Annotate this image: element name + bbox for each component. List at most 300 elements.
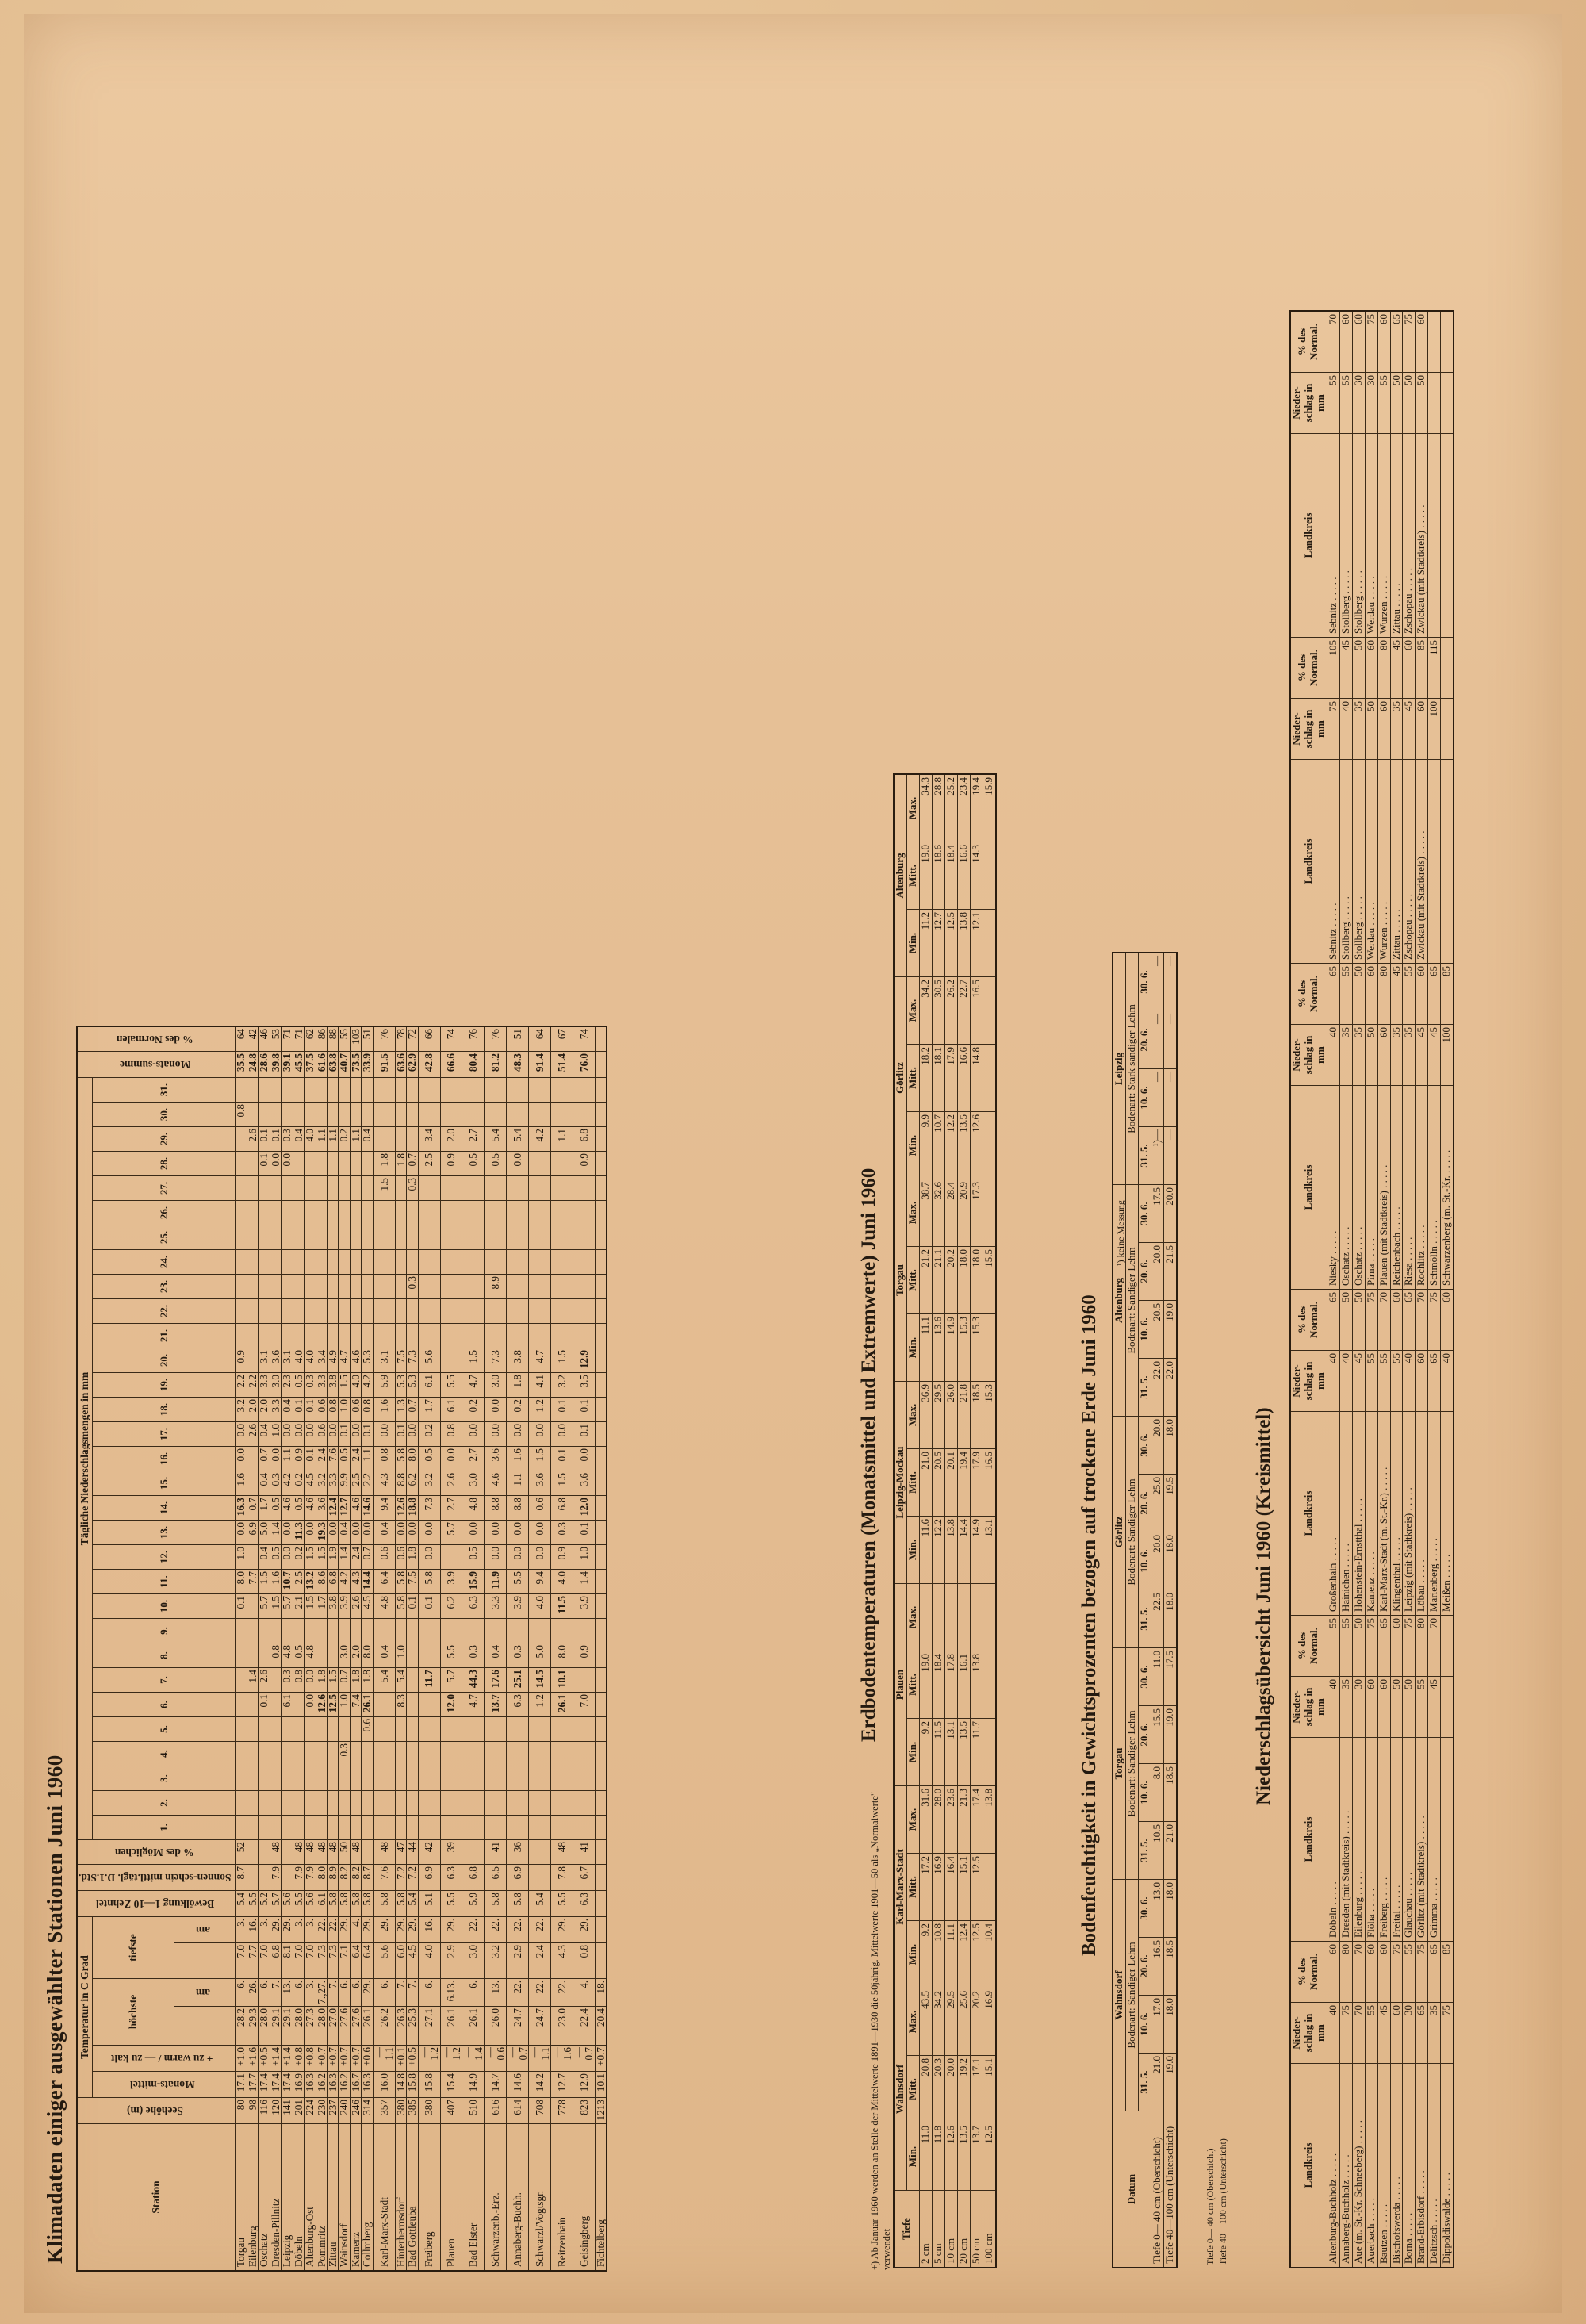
precip-col-header: Nieder- schlag in mm xyxy=(1290,2003,1327,2064)
precip-day: 5.3 xyxy=(362,1348,373,1373)
temp-min-day: 22. xyxy=(529,1917,551,1943)
precip-day xyxy=(339,1766,350,1791)
temp-max: 27.0 xyxy=(328,2007,339,2046)
precip-day xyxy=(247,1693,258,1717)
temp-min-day: 16. xyxy=(247,1917,258,1943)
precip-day xyxy=(328,1103,339,1127)
deviation: +0.6 xyxy=(362,2046,373,2072)
deviation: —0.6 xyxy=(485,2046,507,2072)
temp-max: 27.6 xyxy=(350,2007,361,2046)
precip-day xyxy=(485,1176,507,1201)
precip-day xyxy=(573,1201,596,1225)
altitude-value: 1213 xyxy=(595,2098,607,2124)
precip-mm: 40 xyxy=(1327,1351,1339,1412)
col-temp-group: Temperatur in C Grad xyxy=(77,1917,93,2098)
table-row xyxy=(362,1026,373,2271)
precip-day: 0.4 xyxy=(259,1422,270,1447)
precip-day: 0.7 xyxy=(339,1668,350,1693)
precip-day: 7.3 xyxy=(418,1496,440,1521)
station-name: Wainsdorf xyxy=(339,2124,350,2272)
precip-day: 0.1 xyxy=(551,1447,573,1471)
precip-day: 2.4 xyxy=(350,1545,361,1570)
precip-day xyxy=(551,1717,573,1742)
kreis-name: Schmölln . . . . . xyxy=(1428,1086,1441,1290)
precip-day xyxy=(373,1324,395,1348)
table-row xyxy=(919,774,932,2268)
precip-day xyxy=(462,1078,485,1103)
precip-day xyxy=(316,1324,327,1348)
soil-temp-value: 14.3 xyxy=(970,842,983,910)
precip-day: 0.5 xyxy=(270,1545,281,1570)
precip-day: 2.6 xyxy=(259,1668,270,1693)
precip-day: 0.7 xyxy=(259,1447,270,1471)
precip-day: 26.1 xyxy=(362,1693,373,1717)
month-sum: 35.5 xyxy=(236,1052,247,1078)
precip-day: 4.7 xyxy=(529,1348,551,1373)
precip-day: 0.3 xyxy=(270,1471,281,1496)
moisture-value: — xyxy=(1163,1127,1176,1185)
pct-normal: 74 xyxy=(440,1026,462,1052)
sunshine-hours: 6.5 xyxy=(485,1865,507,1891)
precip-day xyxy=(362,1766,373,1791)
precip-mm: 45 xyxy=(1428,1677,1441,1738)
precip-day xyxy=(551,1816,573,1840)
temp-min: 6.4 xyxy=(362,1943,373,1979)
kreis-name: Borna . . . . . xyxy=(1403,2064,1416,2268)
precip-day xyxy=(485,1324,507,1348)
moisture-date-header: 31. 5. xyxy=(1138,2054,1151,2111)
kreis-name: Aue (m. St.-Kr. Schneeberg) . . . . . xyxy=(1352,2064,1365,2268)
table-row xyxy=(316,1026,327,2271)
precip-day xyxy=(316,1152,327,1176)
day-col-header: 30. xyxy=(93,1103,236,1127)
col-pct-normal: % des Normalen xyxy=(116,1034,193,1045)
precip-day: 3.0 xyxy=(485,1373,507,1398)
precip-day xyxy=(507,1791,529,1816)
altitude-value: 708 xyxy=(529,2098,551,2124)
table-row xyxy=(395,1026,406,2271)
precip-day: 0.4 xyxy=(485,1643,507,1668)
temp-min: 7.7 xyxy=(247,1943,258,1979)
sunshine-hours: 8.0 xyxy=(316,1865,327,1891)
precip-day xyxy=(573,1791,596,1816)
table-row xyxy=(1151,953,1163,2268)
month-sum: 45.5 xyxy=(293,1052,304,1078)
precip-day xyxy=(395,1176,406,1201)
altitude-value: 224 xyxy=(305,2098,316,2124)
soil-temp-value xyxy=(983,1651,995,1719)
soil-temp-value: 19.2 xyxy=(957,2056,970,2123)
sunshine-hours: 7.2 xyxy=(407,1865,418,1891)
soil-temp-subcol-header: Min. xyxy=(906,2123,919,2191)
precip-pct-normal: 75 xyxy=(1416,1942,1428,2003)
soil-temp-value: 13.5 xyxy=(957,1719,970,1786)
precip-day: 5.8 xyxy=(395,1447,406,1471)
precip-day xyxy=(305,1225,316,1250)
precip-mm: 35 xyxy=(1339,1025,1352,1086)
soil-temp-value xyxy=(957,1584,970,1651)
precip-day: 4.7 xyxy=(462,1693,485,1717)
temp-max-day: 6. xyxy=(418,1979,440,2007)
precip-day xyxy=(259,1299,270,1324)
soil-temp-value: 11.1 xyxy=(944,1921,957,1988)
precip-pct-normal: 80 xyxy=(1416,1616,1428,1677)
precip-day: 0.4 xyxy=(362,1127,373,1152)
precip-mm: 40 xyxy=(1327,2003,1339,2064)
soil-temp-value xyxy=(983,1179,995,1247)
precip-day xyxy=(395,1619,406,1643)
precip-day xyxy=(485,1742,507,1766)
precip-day: 1.6 xyxy=(236,1471,247,1496)
precip-day xyxy=(395,1816,406,1840)
cloudiness: 6.1 xyxy=(316,1891,327,1917)
precip-day xyxy=(339,1176,350,1201)
moisture-station-header: Wahnsdorf xyxy=(1113,1880,1125,2111)
precip-day xyxy=(418,1643,440,1668)
station-name: Eilenburg xyxy=(247,2124,258,2272)
precip-day: 0.2 xyxy=(418,1422,440,1447)
temp-max: 28.2 xyxy=(236,2007,247,2046)
temp-max-day: 22. xyxy=(551,1979,573,2007)
kreis-name: Zwickau (mit Stadtkreis) . . . . . xyxy=(1416,434,1428,638)
precip-day: 6.2 xyxy=(407,1471,418,1496)
kreis-name: Werdau . . . . . xyxy=(1365,434,1377,638)
precip-day xyxy=(595,1594,607,1619)
precip-day: 2.2 xyxy=(362,1471,373,1496)
precip-day xyxy=(595,1398,607,1422)
precip-pct-normal xyxy=(1441,638,1454,699)
precip-day: 1.5 xyxy=(339,1373,350,1398)
precip-day xyxy=(418,1742,440,1766)
altitude-value: 120 xyxy=(270,2098,281,2124)
soil-temp-subcol-header: Mitt. xyxy=(906,842,919,910)
precip-day xyxy=(573,1668,596,1693)
precip-day: 12.5 xyxy=(328,1693,339,1717)
precip-day xyxy=(236,1225,247,1250)
precip-day xyxy=(236,1668,247,1693)
temp-min-day: 29. xyxy=(407,1917,418,1943)
sunshine-pct: 48 xyxy=(270,1840,281,1865)
precip-day: 0.1 xyxy=(573,1422,596,1447)
cloudiness: 6.3 xyxy=(573,1891,596,1917)
precip-pct-normal xyxy=(1441,1616,1454,1677)
precip-day: 1.6 xyxy=(270,1570,281,1594)
col-precip-group: Tägliche Niederschlagsmengen in mm xyxy=(77,1078,93,1840)
precip-day xyxy=(595,1643,607,1668)
moisture-value: — xyxy=(1151,1011,1163,1069)
precip-day xyxy=(595,1152,607,1176)
precip-day: 0.0 xyxy=(328,1422,339,1447)
soil-temp-value: 21.8 xyxy=(957,1382,970,1449)
precip-day xyxy=(595,1078,607,1103)
monthly-mean: 14.6 xyxy=(507,2072,529,2098)
precip-pct-normal: 55 xyxy=(1403,1942,1416,2003)
temp-max-day: 22. xyxy=(529,1979,551,2007)
altitude-value: 201 xyxy=(293,2098,304,2124)
precip-day xyxy=(551,1742,573,1766)
kreis-name: Oschatz . . . . . xyxy=(1352,1086,1365,1290)
precip-col-header: Landkreis xyxy=(1290,1086,1327,1290)
temp-min-day: 22. xyxy=(462,1917,485,1943)
precip-day xyxy=(462,1766,485,1791)
moisture-value: 8.0 xyxy=(1151,1764,1163,1822)
temp-max: 28.0 xyxy=(316,2007,327,2046)
moisture-value: 21.5 xyxy=(1163,1243,1176,1301)
temp-max-day: 6. xyxy=(462,1979,485,2007)
precip-day xyxy=(293,1250,304,1275)
sunshine-pct: 41 xyxy=(485,1840,507,1865)
precip-day: 1.5 xyxy=(270,1594,281,1619)
temp-max-day: 22. xyxy=(507,1979,529,2007)
day-col-header: 16. xyxy=(93,1447,236,1471)
precip-day: 4.2 xyxy=(529,1127,551,1152)
precip-day xyxy=(395,1127,406,1152)
temp-max-day: 7.,27. xyxy=(316,1979,327,2007)
moisture-value: 18.0 xyxy=(1163,1417,1176,1475)
precip-day: 0.7 xyxy=(247,1496,258,1521)
month-sum xyxy=(595,1052,607,1078)
month-sum: 66.6 xyxy=(440,1052,462,1078)
precip-day: 0.0 xyxy=(293,1422,304,1447)
precip-day: 0.0 xyxy=(328,1521,339,1545)
soil-temp-value: 13.7 xyxy=(970,2123,983,2191)
precip-day xyxy=(305,1742,316,1766)
precip-day xyxy=(595,1201,607,1225)
precip-day: 0.5 xyxy=(293,1496,304,1521)
day-col-header: 7. xyxy=(93,1668,236,1693)
precip-pct-normal: 60 xyxy=(1365,1942,1377,2003)
temp-max-day: 6.13. xyxy=(440,1979,462,2007)
precip-day xyxy=(282,1766,293,1791)
precip-day xyxy=(507,1201,529,1225)
precip-mm: 40 xyxy=(1339,1351,1352,1412)
day-col-header: 13. xyxy=(93,1521,236,1545)
precip-day: 2.0 xyxy=(350,1643,361,1668)
precip-mm: 45 xyxy=(1403,699,1416,760)
day-col-header: 9. xyxy=(93,1619,236,1643)
precip-day: 0.8 xyxy=(270,1643,281,1668)
station-name: Döbeln xyxy=(293,2124,304,2272)
precip-day xyxy=(247,1225,258,1250)
soil-temp-value xyxy=(983,842,995,910)
day-col-header: 23. xyxy=(93,1275,236,1299)
depth-note-top: Tiefe 0— 40 cm (Oberschicht) xyxy=(1205,2148,1216,2265)
date-col-header: Datum xyxy=(1113,2111,1151,2268)
station-name: Zittau xyxy=(328,2124,339,2272)
precip-day: 3.9 xyxy=(440,1570,462,1594)
precip-day xyxy=(350,1816,361,1840)
temp-max: 20.4 xyxy=(595,2007,607,2046)
precip-day: 2.4 xyxy=(350,1447,361,1471)
table-row xyxy=(407,1026,418,2271)
table-row xyxy=(1339,311,1352,2268)
precip-day xyxy=(595,1791,607,1816)
precip-day: 3.2 xyxy=(418,1471,440,1496)
table-row xyxy=(440,1026,462,2271)
soil-temp-value: 17.1 xyxy=(970,2056,983,2123)
day-col-header: 11. xyxy=(93,1570,236,1594)
monthly-mean: 17.1 xyxy=(236,2072,247,2098)
precip-mm: 50 xyxy=(1365,699,1377,760)
precip-day: 1.5 xyxy=(551,1348,573,1373)
precip-day xyxy=(350,1717,361,1742)
kreis-name: Marienberg . . . . . xyxy=(1428,1412,1441,1616)
precip-day xyxy=(293,1201,304,1225)
soil-temp-subcol-header: Mitt. xyxy=(906,1449,919,1517)
soil-temp-value: 11.5 xyxy=(932,1719,944,1786)
day-col-header: 1. xyxy=(93,1816,236,1840)
temp-max-day: 18. xyxy=(595,1979,607,2007)
precip-day xyxy=(305,1152,316,1176)
soil-temp-value: 13.6 xyxy=(932,1314,944,1382)
precip-day xyxy=(270,1299,281,1324)
precip-day xyxy=(270,1693,281,1717)
month-sum: 91.5 xyxy=(373,1052,395,1078)
precip-day: 0.8 xyxy=(293,1668,304,1693)
precip-mm: 40 xyxy=(1403,1351,1416,1412)
precip-day xyxy=(362,1225,373,1250)
moisture-value: 10.5 xyxy=(1151,1822,1163,1880)
precip-day xyxy=(529,1299,551,1324)
precip-day xyxy=(259,1816,270,1840)
col-sun: Sonnen-schein mittl.tägl. D.1.Std. xyxy=(79,1872,232,1884)
station-name: Schwarzenb.-Erz. xyxy=(485,2124,507,2272)
precip-mm: 100 xyxy=(1441,1025,1454,1086)
precip-col-header: % des Normal. xyxy=(1290,1290,1327,1351)
precip-mm: 75 xyxy=(1327,699,1339,760)
precip-day: 0.0 xyxy=(529,1545,551,1570)
soil-temp-value: 12.6 xyxy=(944,2123,957,2191)
precip-day xyxy=(247,1447,258,1471)
precip-day xyxy=(507,1766,529,1791)
precip-pct-normal: 75 xyxy=(1365,1290,1377,1351)
precip-day xyxy=(407,1668,418,1693)
precip-pct-normal: 45 xyxy=(1339,638,1352,699)
precip-mm: 50 xyxy=(1390,1677,1403,1738)
precip-day xyxy=(485,1766,507,1791)
col-sun-pct: % des Möglichen xyxy=(115,1847,195,1858)
table-row xyxy=(328,1026,339,2271)
precip-mm: 35 xyxy=(1403,1025,1416,1086)
precip-day xyxy=(529,1619,551,1643)
temp-min: 0.8 xyxy=(573,1943,596,1979)
month-sum: 42.8 xyxy=(418,1052,440,1078)
precip-day xyxy=(293,1619,304,1643)
precip-pct-normal: 60 xyxy=(1441,1290,1454,1351)
precip-day: 0.0 xyxy=(350,1521,361,1545)
col-dev: + zu warm / — zu kalt xyxy=(111,2053,213,2065)
precip-day xyxy=(485,1791,507,1816)
depth-label: 100 cm xyxy=(983,2191,995,2268)
temp-max: 28.0 xyxy=(259,2007,270,2046)
precip-day xyxy=(247,1324,258,1348)
precip-day xyxy=(362,1152,373,1176)
precip-day: 9.4 xyxy=(529,1570,551,1594)
day-col-header: 22. xyxy=(93,1299,236,1324)
precip-day: 0.0 xyxy=(282,1545,293,1570)
sunshine-pct: 47 xyxy=(395,1840,406,1865)
temp-min: 3.2 xyxy=(485,1943,507,1979)
precip-day: 8.0 xyxy=(407,1447,418,1471)
precip-day xyxy=(407,1742,418,1766)
precip-day xyxy=(259,1275,270,1299)
precip-day: 5.0 xyxy=(529,1643,551,1668)
precip-mm: 55 xyxy=(1416,1677,1428,1738)
pct-normal: 74 xyxy=(573,1026,596,1052)
precip-day: 0.1 xyxy=(259,1127,270,1152)
day-col-header: 25. xyxy=(93,1225,236,1250)
temp-min: 5.6 xyxy=(373,1943,395,1979)
precip-day xyxy=(573,1816,596,1840)
pct-normal: 66 xyxy=(418,1026,440,1052)
precip-day xyxy=(507,1816,529,1840)
precip-day xyxy=(407,1643,418,1668)
precip-day: 5.7 xyxy=(259,1594,270,1619)
precip-day xyxy=(305,1324,316,1348)
kreis-name: Hainichen . . . . . xyxy=(1339,1412,1352,1616)
pct-normal: 46 xyxy=(259,1026,270,1052)
kreis-name: Oschatz . . . . . xyxy=(1339,1086,1352,1290)
moisture-value: — xyxy=(1163,1069,1176,1127)
sunshine-pct: 36 xyxy=(507,1840,529,1865)
depth-label: 5 cm xyxy=(932,2191,944,2268)
temp-max: 26.1 xyxy=(462,2007,485,2046)
month-sum: 37.5 xyxy=(305,1052,316,1078)
monthly-mean: 14.7 xyxy=(485,2072,507,2098)
precip-day xyxy=(551,1078,573,1103)
sunshine-pct: 48 xyxy=(305,1840,316,1865)
month-sum: 39.8 xyxy=(270,1052,281,1078)
table-row xyxy=(1327,311,1339,2268)
precip-day: 0.1 xyxy=(573,1398,596,1422)
table-row xyxy=(270,1026,281,2271)
soil-temp-subcol-header: Min. xyxy=(906,1921,919,1988)
precip-day: 0.0 xyxy=(305,1422,316,1447)
temp-max-day: 7. xyxy=(395,1979,406,2007)
precip-day: 5.5 xyxy=(440,1643,462,1668)
precip-day: 1.0 xyxy=(339,1693,350,1717)
precip-day: 0.0 xyxy=(407,1422,418,1447)
precip-day: 5.0 xyxy=(259,1521,270,1545)
sunshine-pct: 48 xyxy=(350,1840,361,1865)
temp-max-day: 6. xyxy=(373,1979,395,2007)
precip-day: 2.7 xyxy=(462,1127,485,1152)
precip-day: 1.6 xyxy=(373,1398,395,1422)
precip-day: 4.6 xyxy=(305,1496,316,1521)
month-sum: 61.6 xyxy=(316,1052,327,1078)
precip-day xyxy=(373,1078,395,1103)
moisture-value: — xyxy=(1151,1069,1163,1127)
precip-day: 26.1 xyxy=(551,1693,573,1717)
precip-day xyxy=(551,1275,573,1299)
precip-day: 0.0 xyxy=(551,1422,573,1447)
precip-day xyxy=(362,1791,373,1816)
soil-temp-station-header: Leipzig-Mockau xyxy=(894,1382,906,1584)
cloudiness: 5.7 xyxy=(270,1891,281,1917)
precip-day xyxy=(373,1816,395,1840)
precip-day: 11.5 xyxy=(551,1594,573,1619)
soil-temp-value: 12.2 xyxy=(944,1112,957,1179)
precip-day xyxy=(362,1742,373,1766)
precip-mm: 70 xyxy=(1352,2003,1365,2064)
soil-temp-value: 21.3 xyxy=(957,1786,970,1854)
precip-day xyxy=(350,1078,361,1103)
cloudiness: 5.5 xyxy=(247,1891,258,1917)
precip-day: 11.7 xyxy=(418,1668,440,1693)
table-row xyxy=(970,774,983,2268)
precip-day xyxy=(373,1791,395,1816)
precip-day xyxy=(529,1816,551,1840)
